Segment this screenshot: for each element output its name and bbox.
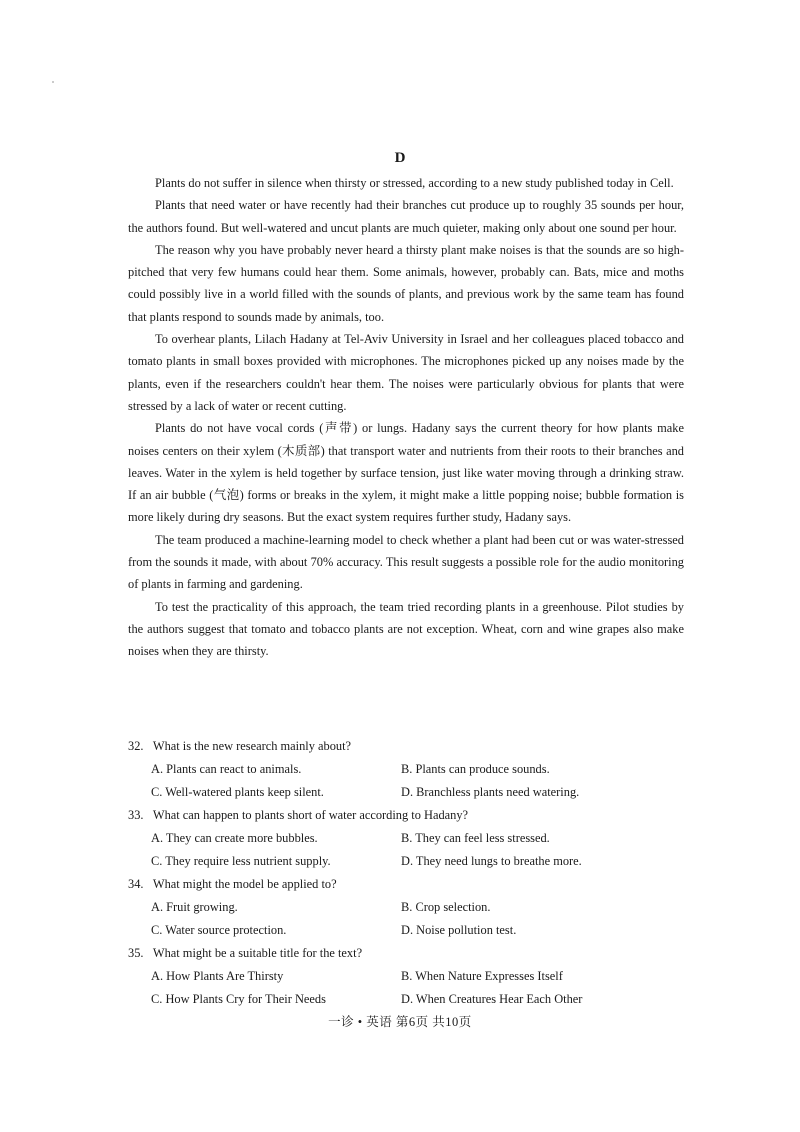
passage-paragraph: To overhear plants, Lilach Hadany at Tel-Aviv University in Israel and her colleagues placed tobacco and tomato plants in small boxes provided with microphones. The microphones picked up any noises made by the plants, even if the researchers couldn't hear them. The noises were particularly obvious for plants that were stressed by a lack of water or recent cutting. <box>128 332 684 413</box>
passage-paragraph: Plants that need water or have recently had their branches cut produce up to roughly 35 sounds per hour, the authors found. But well-watered and uncut plants are much quieter, making only about one sound per hour. <box>128 198 684 235</box>
option-a[interactable]: A. How Plants Are Thirsty <box>151 969 284 983</box>
option-b[interactable]: B. When Nature Expresses Itself <box>401 969 563 983</box>
option-d[interactable]: D. Noise pollution test. <box>401 923 517 937</box>
option-c[interactable]: C. Water source protection. <box>151 923 287 937</box>
question-stem: What can happen to plants short of water according to Hadany? <box>152 808 469 822</box>
question-number: 34. <box>128 877 144 891</box>
option-b[interactable]: B. Crop selection. <box>401 900 491 914</box>
question-stem: What might the model be applied to? <box>152 877 337 891</box>
passage-paragraph: To test the practicality of this approach, the team tried recording plants in a greenhouse. Pilot studies by the authors suggest that tomato and tobacco plants are not exception. Wheat, corn and wine grapes also make noises when they are thirsty. <box>128 599 684 659</box>
question-34 <box>128 873 684 942</box>
passage-paragraph: The reason why you have probably never heard a thirsty plant make noises is that the sounds are so high-pitched that very few humans could hear them. Some animals, however, probably can. Bats, mice and moths could possibly live in a world filled with the sounds of plants, and previous work by the same team has found that plants respond to sounds made by animals, too. <box>128 242 684 324</box>
option-c[interactable]: C. Well-watered plants keep silent. <box>151 785 324 799</box>
section-title: D <box>394 150 406 166</box>
option-a[interactable]: A. Plants can react to animals. <box>151 762 302 776</box>
question-list <box>128 735 684 1011</box>
question-35 <box>128 942 684 1011</box>
question-number: 33. <box>128 808 144 822</box>
page-footer: 一诊 • 英语 第6页 共10页 <box>328 1015 472 1029</box>
option-c[interactable]: C. They require less nutrient supply. <box>151 854 331 868</box>
passage-paragraph: Plants do not suffer in silence when thirsty or stressed, according to a new study published today in Cell. <box>155 176 674 190</box>
option-a[interactable]: A. Fruit growing. <box>151 900 238 914</box>
scan-speck <box>52 81 54 83</box>
question-stem: What is the new research mainly about? <box>152 739 352 753</box>
passage-paragraph: The team produced a machine-learning model to check whether a plant had been cut or was water-stressed from the sounds it made, with about 70% accuracy. This result suggests a possible role for the audio monitoring of plants in farming and gardening. <box>128 532 684 592</box>
option-a[interactable]: A. They can create more bubbles. <box>151 831 318 845</box>
option-b[interactable]: B. Plants can produce sounds. <box>401 762 550 776</box>
option-d[interactable]: D. Branchless plants need watering. <box>401 785 580 799</box>
option-d[interactable]: D. They need lungs to breathe more. <box>401 854 582 868</box>
option-d[interactable]: D. When Creatures Hear Each Other <box>401 992 583 1006</box>
question-stem: What might be a suitable title for the text? <box>152 946 363 960</box>
passage-paragraph: Plants do not have vocal cords (声带) or lungs. Hadany says the current theory for how plants make noises centers on their xylem (木质部) that transport water and nutrients from their roots to their branches and leaves. Water in the xylem is held together by surface tension, just like water moving through a drinking straw. If an air bubble (气泡) forms or breaks in the xylem, it might make a little popping noise; bubble formation is more likely during dry seasons. But the exact system requires further study, Hadany says. <box>128 421 684 525</box>
option-b[interactable]: B. They can feel less stressed. <box>401 831 550 845</box>
reading-passage <box>128 172 684 663</box>
question-number: 35. <box>128 946 144 960</box>
question-33 <box>128 804 684 873</box>
question-number: 32. <box>128 739 144 753</box>
question-32 <box>128 735 684 804</box>
option-c[interactable]: C. How Plants Cry for Their Needs <box>151 992 326 1006</box>
